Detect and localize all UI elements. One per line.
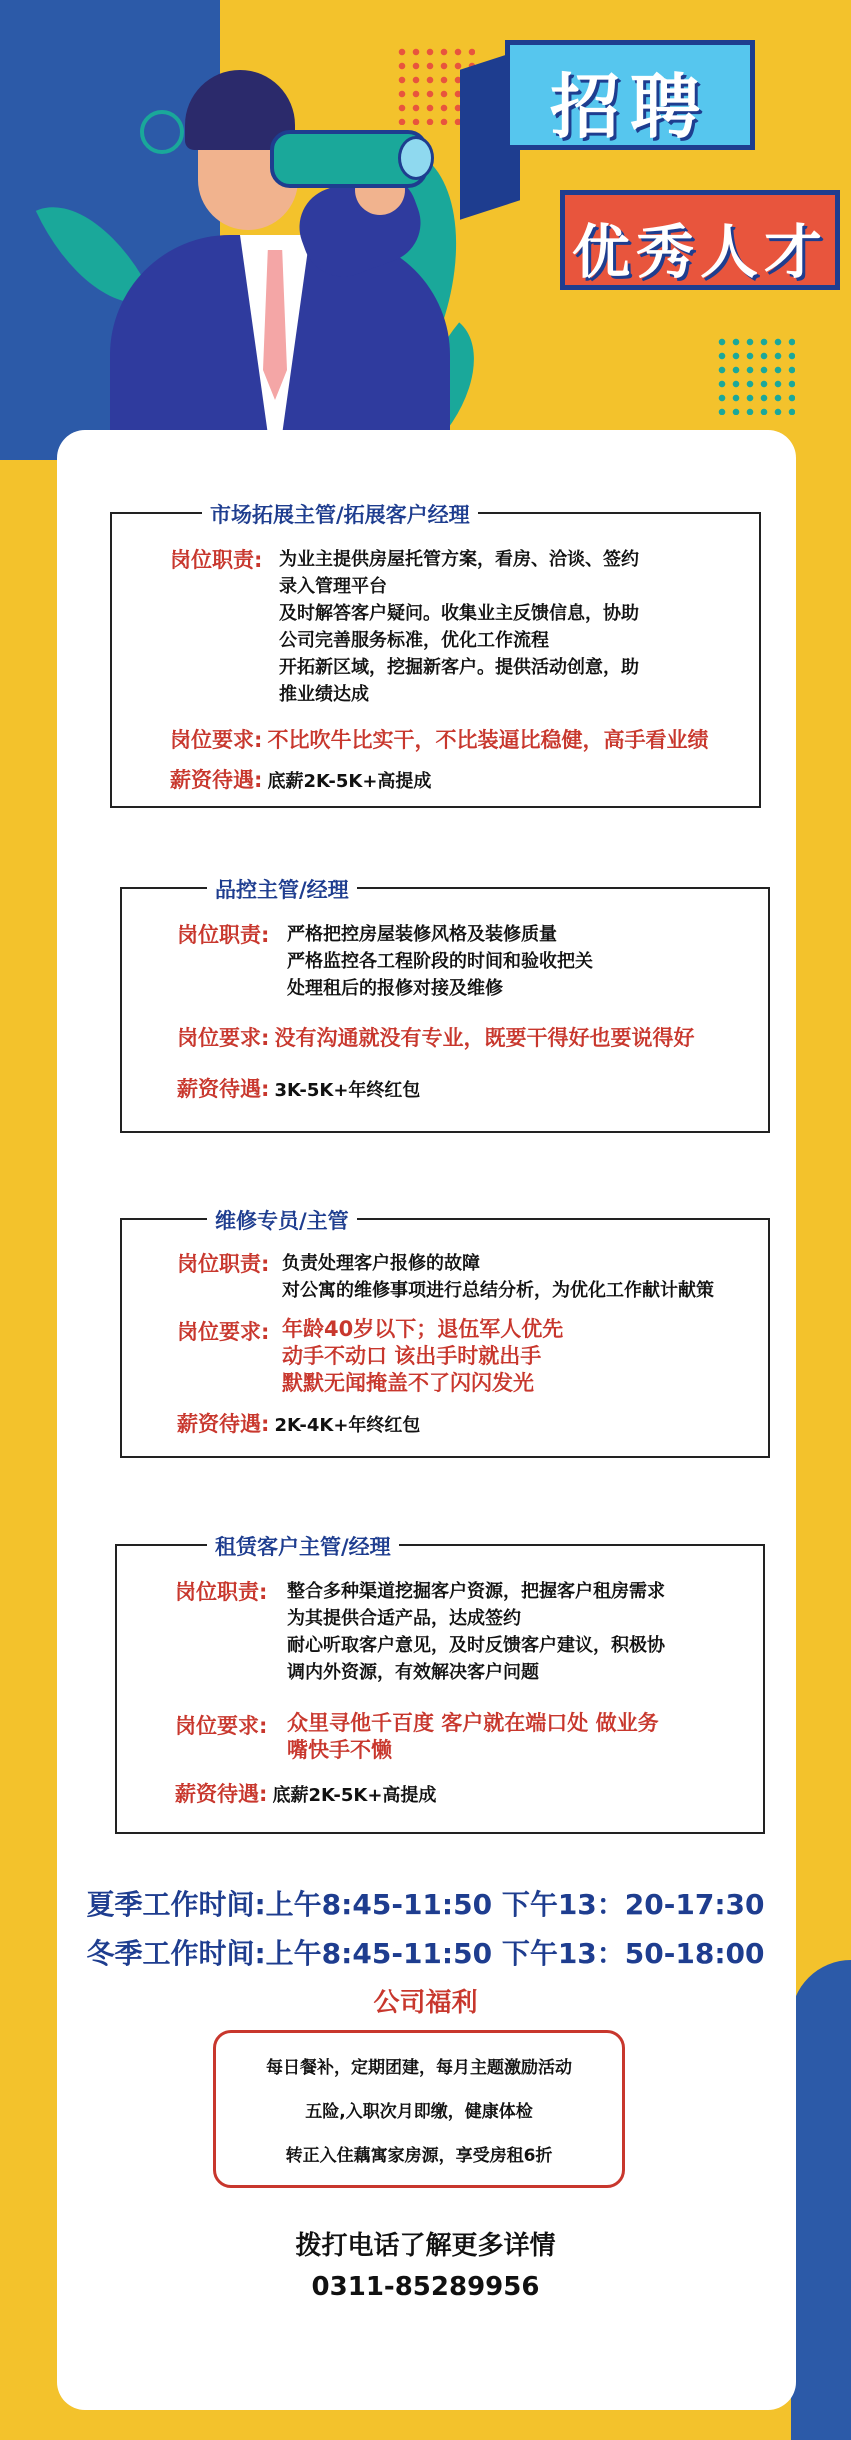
benefit-item: 每日餐补，定期团建，每月主题激励活动 <box>266 2058 572 2078</box>
page-title: 招聘 <box>550 66 710 148</box>
duty-list: 严格把控房屋装修风格及装修质量 严格监控各工程阶段的时间和验收把关 处理租后的报修对接及维修 <box>287 924 593 999</box>
duty-label: 岗位职责: <box>170 548 263 572</box>
binoculars-icon <box>270 130 428 188</box>
phone-number[interactable]: 0311-85289956 <box>311 2272 540 2302</box>
requirement-label: 岗位要求: <box>177 1320 270 1344</box>
duty-list: 负责处理客户报修的故障 对公寓的维修事项进行总结分析，为优化工作献计献策 <box>282 1253 714 1301</box>
duty-list: 整合多种渠道挖掘客户资源，把握客户租房需求 为其提供合适产品，达成签约 耐心听取客户意见，及时反馈客户建议，积极协 调内外资源，有效解决客户问题 <box>287 1581 665 1683</box>
salary-row: 薪资待遇: 3K-5K+年终红包 <box>177 1077 421 1101</box>
salary-row: 薪资待遇: 2K-4K+年终红包 <box>177 1412 421 1436</box>
job-card-maintenance <box>120 1209 770 1458</box>
job-title: 品控主管/经理 <box>207 874 357 904</box>
header-banner <box>505 40 755 150</box>
header-subbanner <box>560 190 840 290</box>
contact-cta: 拨打电话了解更多详情 <box>295 2231 556 2261</box>
page-subtitle: 优秀人才 <box>571 218 828 286</box>
job-title: 市场拓展主管/拓展客户经理 <box>202 499 478 529</box>
benefits-title: 公司福利 <box>373 1988 478 2018</box>
requirement-list: 年龄40岁以下；退伍军人优先 动手不动口 该出手时就出手 默默无闻掩盖不了闪闪发光 <box>282 1317 564 1395</box>
duty-label: 岗位职责: <box>175 1580 268 1604</box>
decorative-dots-teal <box>715 335 795 415</box>
job-card-quality <box>120 878 770 1133</box>
duty-label: 岗位职责: <box>177 1252 270 1276</box>
requirement-list: 众里寻他千百度 客户就在端口处 做业务 嘴快手不懒 <box>287 1711 659 1762</box>
salary-row: 薪资待遇: 底薪2K-5K+高提成 <box>175 1782 437 1806</box>
job-card-leasing <box>115 1535 765 1834</box>
requirement-label: 岗位要求: <box>175 1714 268 1738</box>
benefits-box <box>213 2030 625 2188</box>
summer-hours: 夏季工作时间:上午8:45-11:50 下午13：20-17:30 <box>86 1888 765 1921</box>
man-with-binoculars-illustration <box>100 70 480 440</box>
benefit-item: 五险,入职次月即缴，健康体检 <box>305 2102 533 2122</box>
duty-list: 为业主提供房屋托管方案，看房、洽谈、签约 录入管理平台 及时解答客户疑问。收集业主反馈信息，协助 公司完善服务标准，优化工作流程 开拓新区域，挖掘新客户。提供活动创意，助 推业绩达成 <box>279 549 639 705</box>
job-card-market <box>110 503 761 808</box>
duty-label: 岗位职责: <box>177 923 270 947</box>
background-blue-shape-bottom <box>791 1960 851 2440</box>
benefit-item: 转正入住藕寓家房源，享受房租6折 <box>285 2146 553 2166</box>
job-title: 维修专员/主管 <box>207 1205 357 1235</box>
job-title: 租赁客户主管/经理 <box>207 1531 399 1561</box>
requirement-row: 岗位要求: 不比吹牛比实干，不比装逼比稳健，高手看业绩 <box>170 728 709 752</box>
salary-row: 薪资待遇: 底薪2K-5K+高提成 <box>170 768 432 792</box>
requirement-row: 岗位要求: 没有沟通就没有专业，既要干得好也要说得好 <box>177 1026 695 1050</box>
winter-hours: 冬季工作时间:上午8:45-11:50 下午13：50-18:00 <box>86 1937 765 1970</box>
